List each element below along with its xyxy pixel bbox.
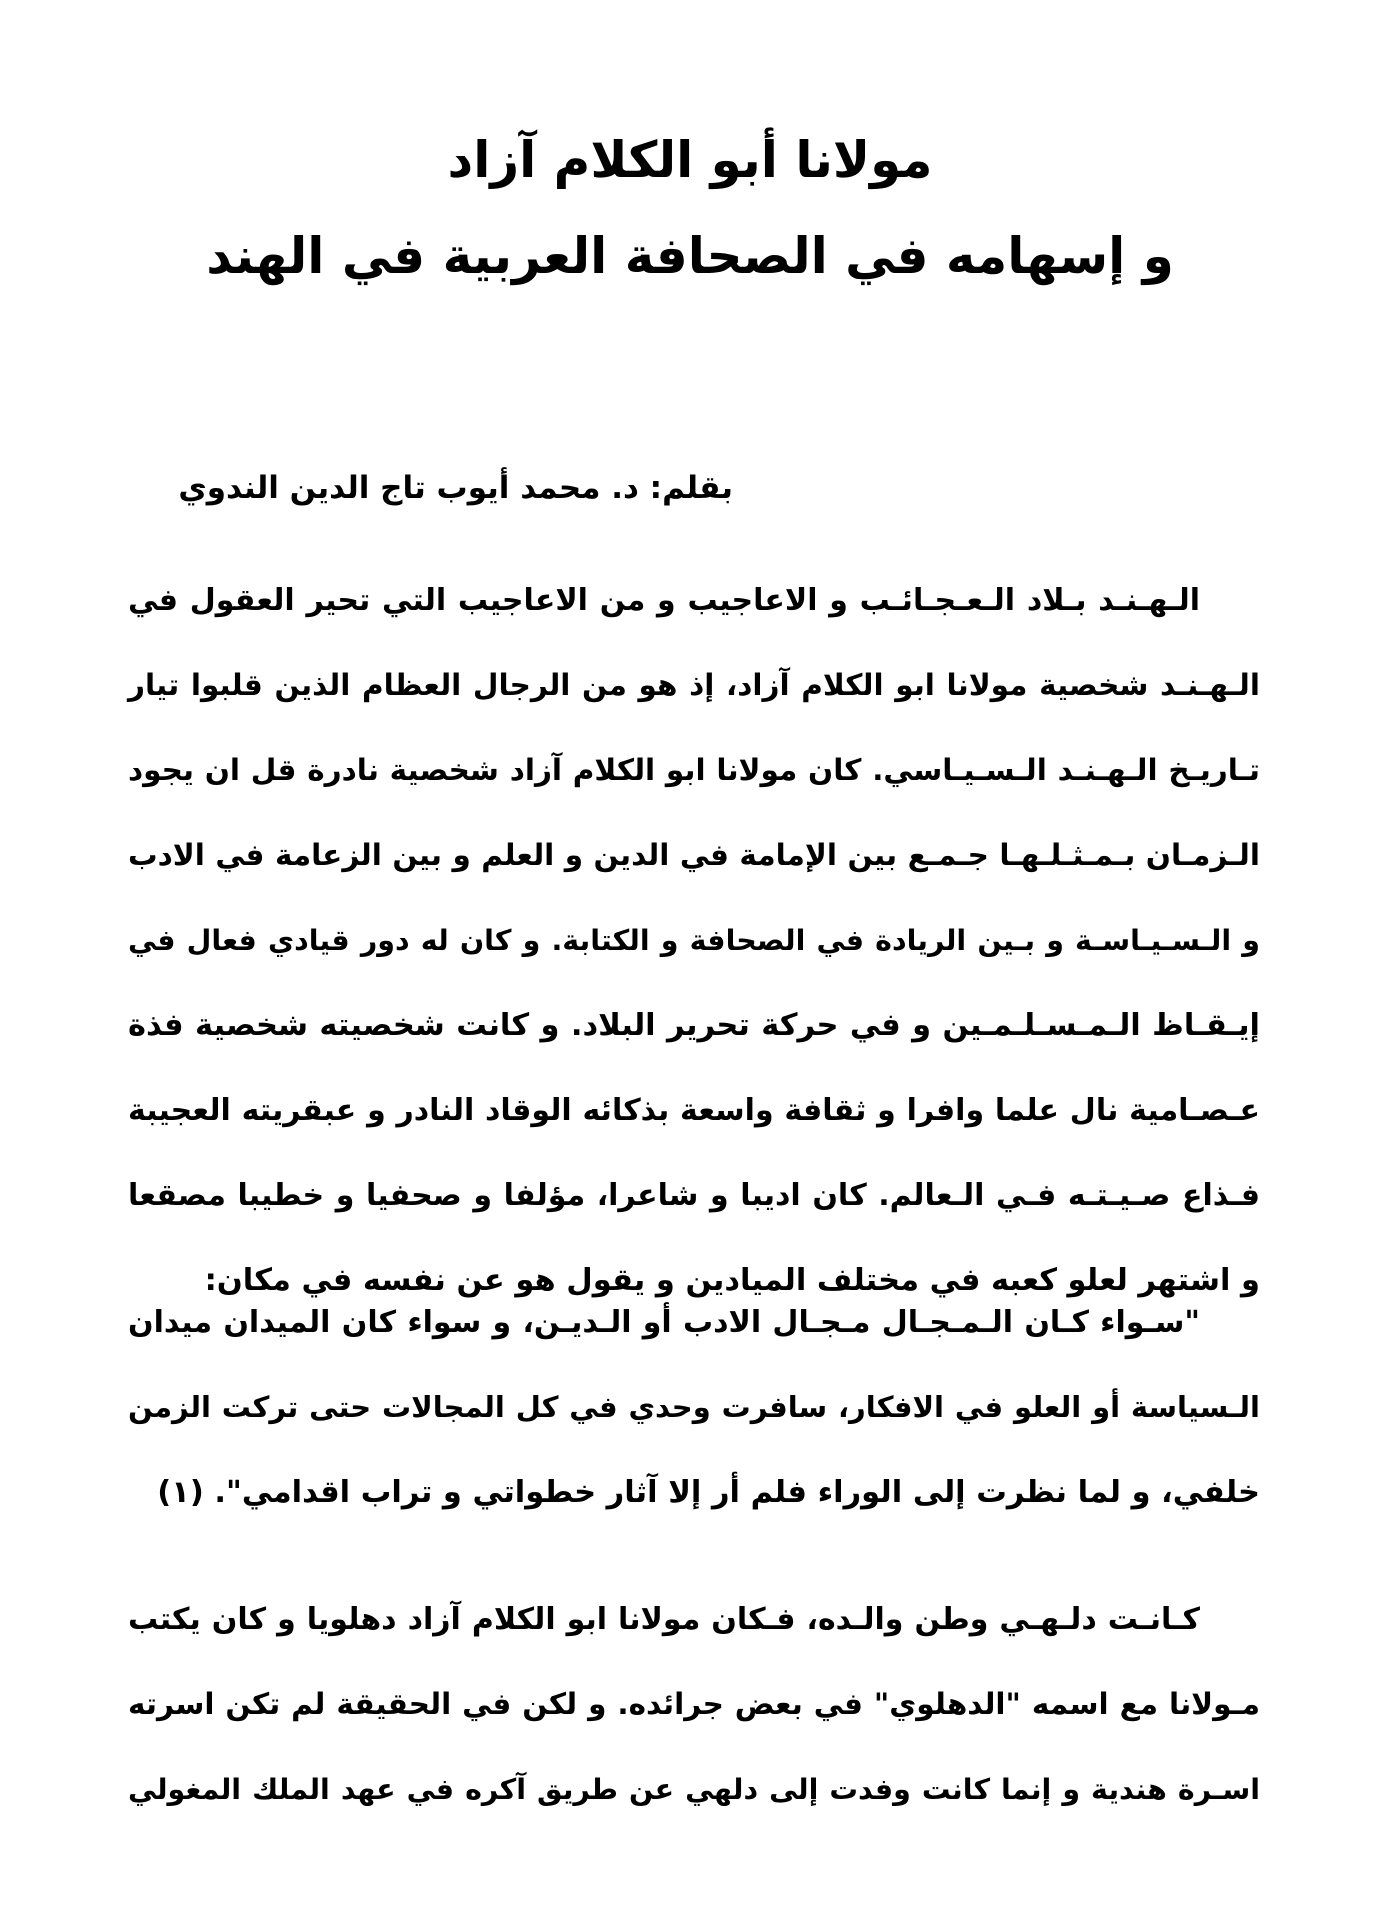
paragraph-line: الـزمـان بـمـثـلـهـا جـمـع بين الإمامة في الدين و العلم و بين الزعامة في الادب xyxy=(128,838,1260,872)
paragraph-line: مـولانا مع اسمه "الدهلوي" في بعض جرائده. و لكن في الحقيقة لم تكن اسرته xyxy=(128,1687,1260,1721)
quote-line: "سـواء كـان الـمـجـال مـجـال الادب أو الـديـن، و سواء كان الميدان ميدان xyxy=(128,1305,1200,1340)
paragraph-line: اسـرة هندية و إنما كانت وفدت إلى دلهي عن طريق آكره في عهد الملك المغولي xyxy=(128,1773,1260,1806)
paragraph-line: عـصـامية نال علما وافرا و ثقافة واسعة بذكائه الوقاد النادر و عبقريته العجيبة xyxy=(128,1093,1260,1128)
author-byline: بقلم: د. محمد أيوب تاج الدين الندوي xyxy=(178,470,733,506)
paragraph-line: الـهـنـد شخصية مولانا ابو الكلام آزاد، إذ هو من الرجال العظام الذين قلبوا تيار xyxy=(128,668,1260,702)
paragraph-line: إيـقـاظ الـمـسـلـمـين و في حركة تحرير البلاد. و كانت شخصيته شخصية فذة xyxy=(128,1008,1260,1043)
title-line-1: مولانا أبو الكلام آزاد xyxy=(447,131,933,189)
paragraph-line: و الـسـيـاسـة و بـين الريادة في الصحافة و الكتابة. و كان له دور قيادي فعال في xyxy=(128,924,1260,957)
article-title xyxy=(140,112,1240,304)
quote-line: خلفي، و لما نظرت إلى الوراء فلم أر إلا آثار خطواتي و تراب اقدامي". (١) xyxy=(157,1475,1260,1510)
paragraph-1 xyxy=(128,558,1260,1323)
paragraph-line: و اشتهر لعلو كعبه في مختلف الميادين و يقول هو عن نفسه في مكان: xyxy=(204,1263,1260,1298)
title-line-2: و إسهامه في الصحافة العربية في الهند xyxy=(206,227,1174,285)
paragraph-3 xyxy=(128,1577,1260,1832)
paragraph-2-quote xyxy=(128,1280,1260,1535)
paragraph-line: تـاريـخ الـهـنـد الـسـيـاسي. كان مولانا ابو الكلام آزاد شخصية نادرة قل ان يجود xyxy=(128,753,1260,787)
paragraph-line: الـهـنـد بـلاد الـعـجـائـب و الاعاجيب و من الاعاجيب التي تحير العقول في xyxy=(128,583,1200,618)
paragraph-line: فـذاع صـيـتـه فـي الـعالم. كان اديبا و شاعرا، مؤلفا و صحفيا و خطيبا مصقعا xyxy=(128,1178,1260,1213)
quote-line: الـسياسة أو العلو في الافكار، سافرت وحدي في كل المجالات حتى تركت الزمن xyxy=(128,1390,1260,1424)
paragraph-line: كـانـت دلـهـي وطن والـده، فـكان مولانا ابو الكلام آزاد دهلويا و كان يكتب xyxy=(128,1602,1200,1637)
